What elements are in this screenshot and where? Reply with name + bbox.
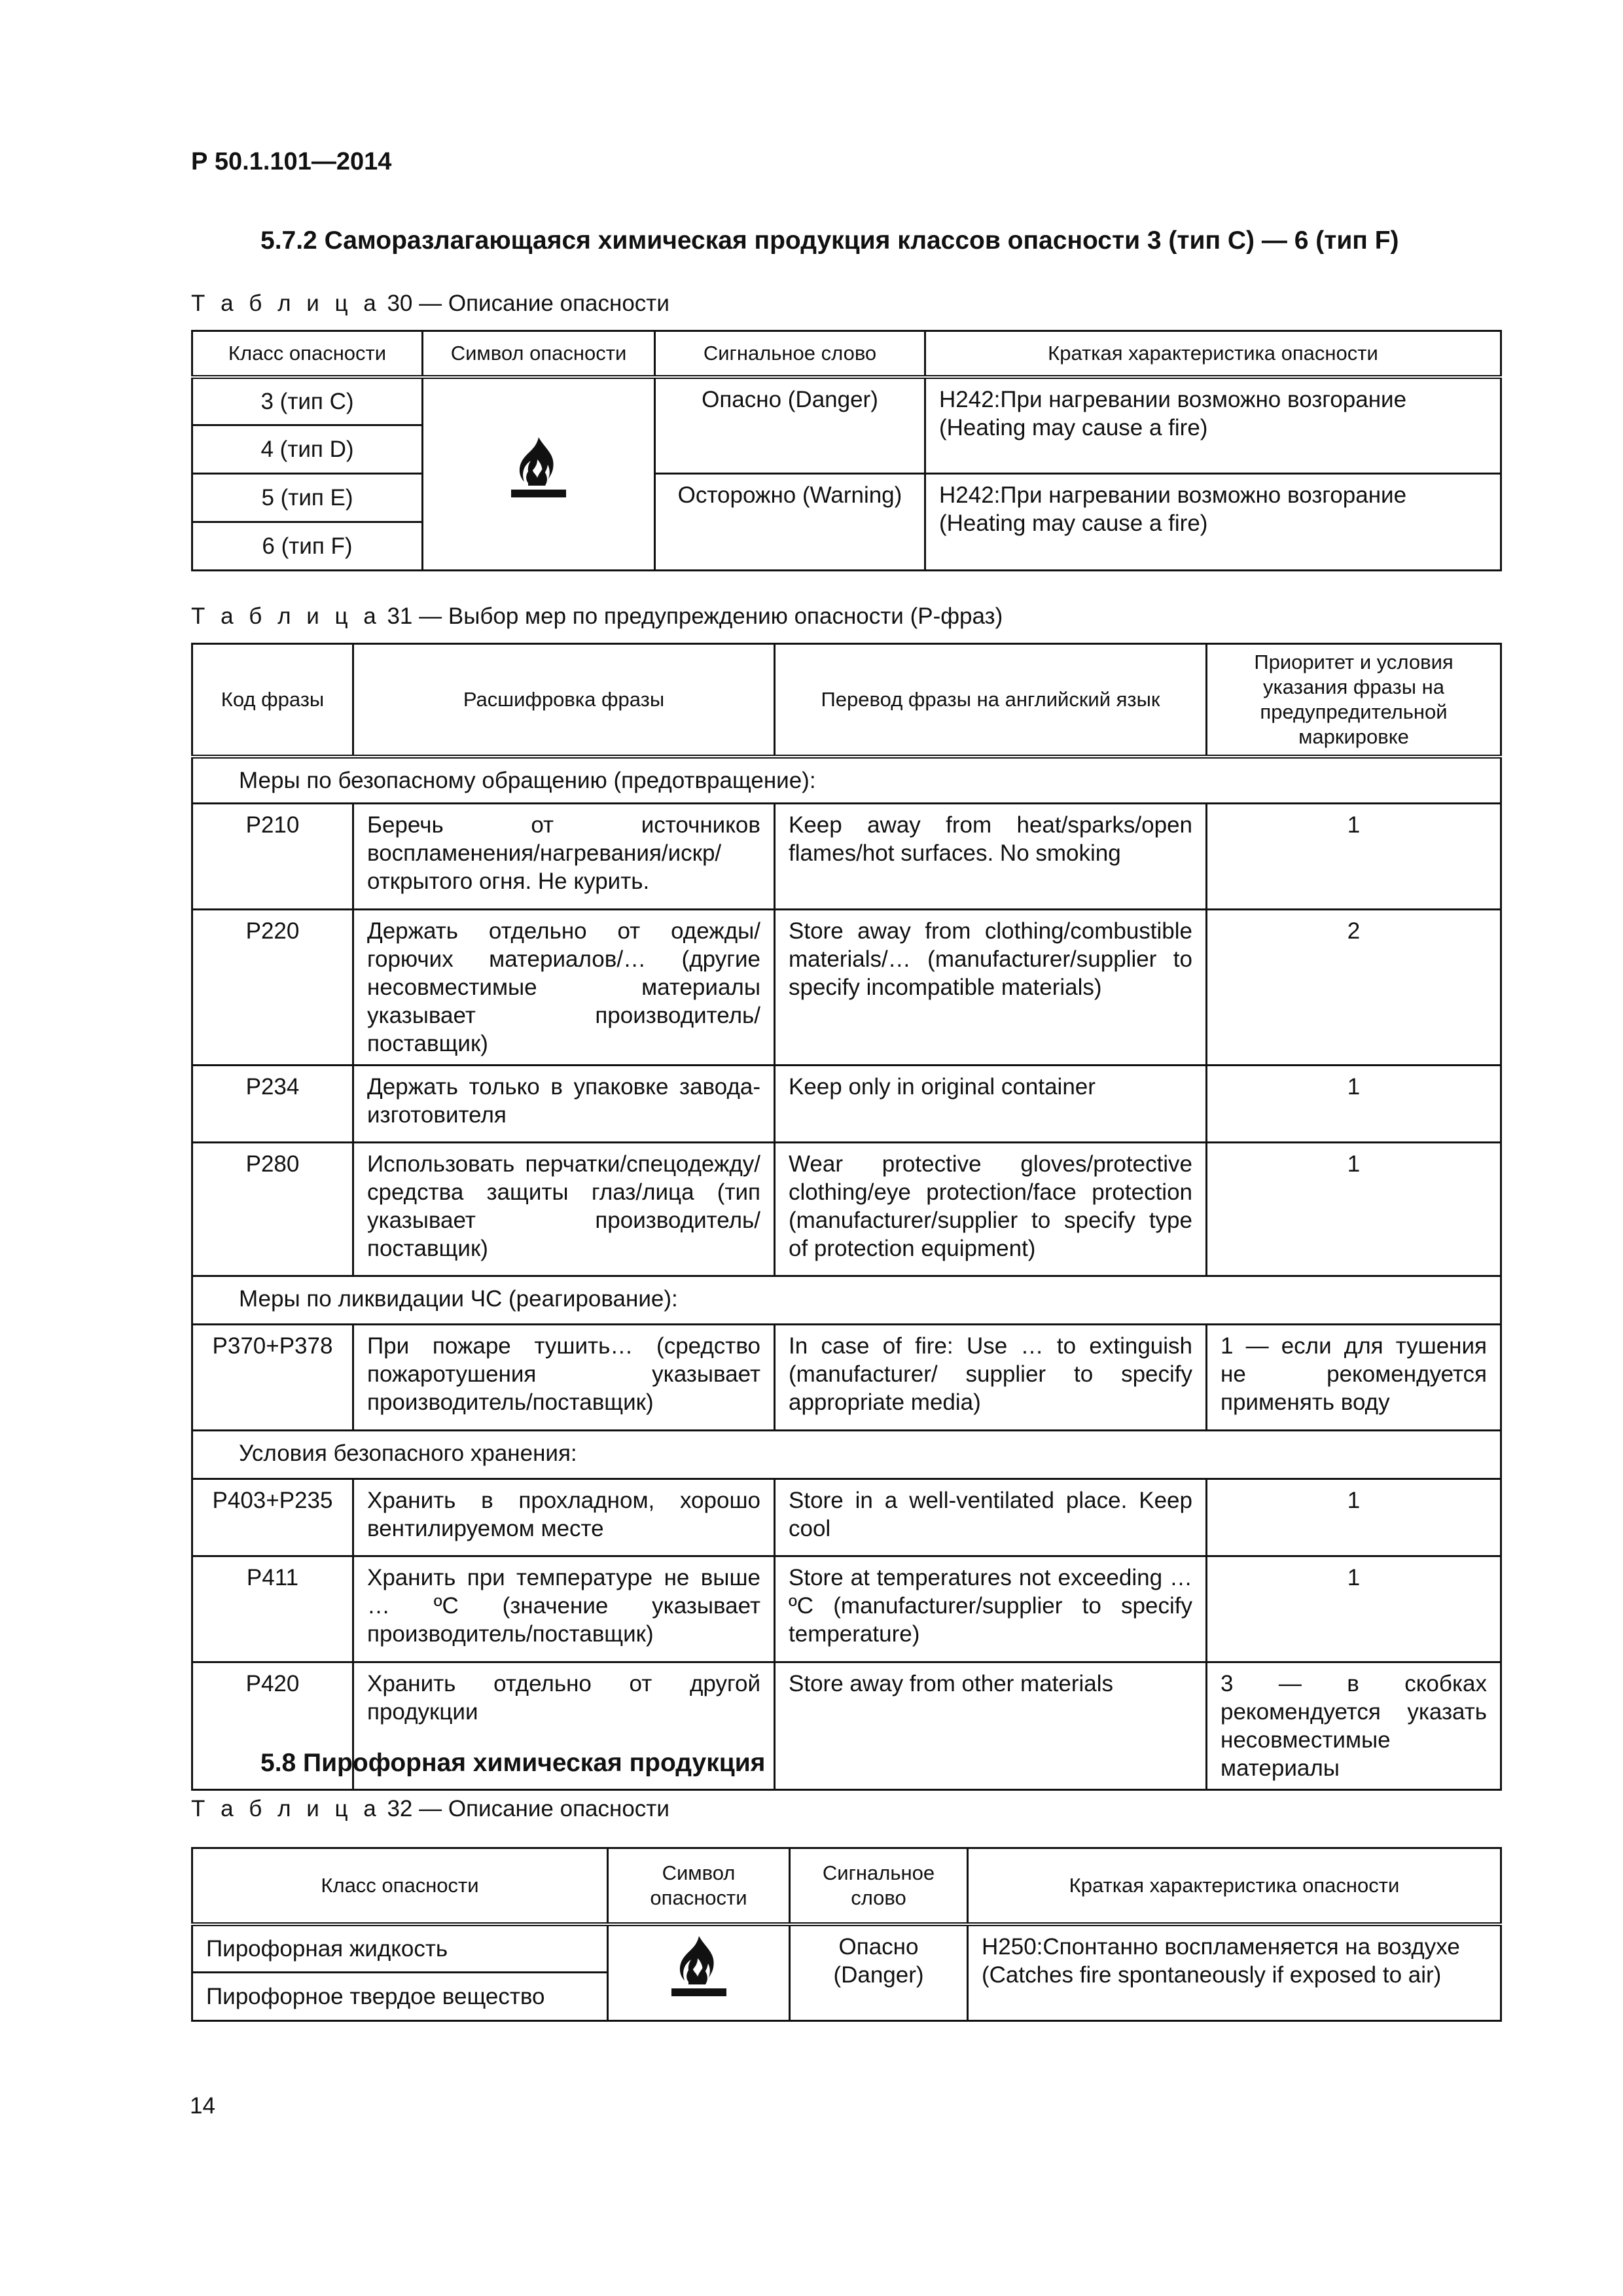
priority-cell: 2 [1207,910,1501,1066]
header-english-translation: Перевод фразы на английский язык [775,644,1207,757]
table-row [192,377,1501,425]
signal-word-cell: Опасно (Danger) [790,1924,968,2021]
phrase-ru-cell: Держать отдельно от одежды/горючих материалов/… (другие несовместимые материалы указывает производитель/поставщик) [353,910,775,1066]
hazard-class-cell: 5 (тип E) [192,474,423,522]
group-response-label: Меры по ликвидации ЧС (реагирование): [192,1276,1501,1325]
signal-word-cell: Опасно (Danger) [655,377,925,474]
phrase-en-cell: Keep only in original container [775,1066,1207,1143]
table-row [192,1479,1501,1556]
table-31-header-row [192,644,1501,757]
table-row [192,474,1501,522]
caption-word: Т а б л и ц а [191,1796,381,1821]
header-hazard-description: Краткая характеристика опасности [968,1848,1501,1924]
table-32-caption [191,1796,669,1822]
table-row [192,910,1501,1066]
priority-cell: 1 [1207,1066,1501,1143]
hazard-class-cell: 3 (тип С) [192,377,423,425]
phrase-code-cell: P411 [192,1556,353,1662]
header-hazard-class: Класс опасности [192,1848,608,1924]
phrase-ru-cell: Хранить отдельно от другой продукции [353,1662,775,1790]
table-30-caption [191,291,669,317]
phrase-en-cell: Store in a well-ventilated place. Keep cool [775,1479,1207,1556]
phrase-code-cell: P280 [192,1143,353,1276]
document-code: Р 50.1.101—2014 [191,148,392,175]
header-signal-word: Сигнальное слово [655,331,925,377]
table-row [192,804,1501,910]
phrase-ru-cell: Использовать перчатки/спецодежду/средства защиты глаз/лица (тип указывает производитель/поставщик) [353,1143,775,1276]
table-row [192,1066,1501,1143]
phrase-en-cell: In case of fire: Use … to extinguish (manufacturer/ supplier to specify appropriate media) [775,1325,1207,1431]
table-row [192,1325,1501,1431]
header-priority: Приоритет и условия указания фразы на предупредительной маркировке [1207,644,1501,757]
section-5-7-2-title: 5.7.2 Саморазлагающаяся химическая продукция классов опасности 3 (тип С) — 6 (тип F) [260,226,1399,255]
flame-icon [507,435,570,507]
group-prevention-label: Меры по безопасному обращению (предотвращение): [192,757,1501,804]
group-row [192,1276,1501,1325]
signal-word-cell: Осторожно (Warning) [655,474,925,571]
table-row [192,1924,1501,1973]
header-hazard-class: Класс опасности [192,331,423,377]
section-5-8-title: 5.8 Пирофорная химическая продукция [260,1749,766,1777]
header-signal-word: Сигнальное слово [790,1848,968,1924]
hazard-class-cell: 6 (тип F) [192,522,423,571]
priority-cell: 1 [1207,1479,1501,1556]
phrase-code-cell: P370+P378 [192,1325,353,1431]
hazard-class-cell: 4 (тип D) [192,425,423,474]
phrase-en-cell: Store at temperatures not exceeding …ºC (manufacturer/supplier to specify temperature) [775,1556,1207,1662]
priority-cell: 1 — если для тушения не рекомендуется применять воду [1207,1325,1501,1431]
phrase-ru-cell: Держать только в упаковке завода-изготовителя [353,1066,775,1143]
hazard-symbol-cell [608,1924,790,2021]
flame-icon [668,1933,730,2005]
phrase-code-cell: P420 [192,1662,353,1790]
header-phrase-code: Код фразы [192,644,353,757]
phrase-en-cell: Store away from clothing/combustible materials/… (manufacturer/supplier to specify incompatible materials) [775,910,1207,1066]
phrase-code-cell: P220 [192,910,353,1066]
group-row [192,757,1501,804]
priority-cell: 1 [1207,1556,1501,1662]
phrase-en-cell: Store away from other materials [775,1662,1207,1790]
phrase-en-cell: Wear protective gloves/protective clothing/eye protection/face protection (manufacturer/supplier to specify type of protection equipment) [775,1143,1207,1276]
caption-word: Т а б л и ц а [191,291,381,316]
header-phrase-text: Расшифровка фразы [353,644,775,757]
phrase-code-cell: P403+P235 [192,1479,353,1556]
caption-word: Т а б л и ц а [191,603,381,629]
header-hazard-symbol: Символ опасности [423,331,655,377]
hazard-statement-cell: H250:Спонтанно воспламеняется на воздухе (Catches fire spontaneously if exposed to air) [968,1924,1501,2021]
priority-cell: 1 [1207,804,1501,910]
group-storage-label: Условия безопасного хранения: [192,1431,1501,1479]
phrase-en-cell: Keep away from heat/sparks/open flames/hot surfaces. No smoking [775,804,1207,910]
table-row [192,1143,1501,1276]
table-32-header-row [192,1848,1501,1924]
table-31-caption [191,603,1003,630]
hazard-statement-cell: H242:При нагревании возможно возгорание (Heating may cause a fire) [925,474,1501,571]
header-hazard-description: Краткая характеристика опасности [925,331,1501,377]
table-31 [191,643,1502,1791]
caption-text: 32 — Описание опасности [387,1796,669,1821]
phrase-ru-cell: Хранить при температуре не выше … ºС (значение указывает производитель/поставщик) [353,1556,775,1662]
group-row [192,1431,1501,1479]
priority-cell: 1 [1207,1143,1501,1276]
header-hazard-symbol: Символ опасности [608,1848,790,1924]
table-row [192,1556,1501,1662]
phrase-ru-cell: При пожаре тушить… (средство пожаротушения указывает производитель/поставщик) [353,1325,775,1431]
page-number: 14 [190,2093,215,2119]
phrase-ru-cell: Беречь от источников воспламенения/нагревания/искр/открытого огня. Не курить. [353,804,775,910]
priority-cell: 3 — в скобках рекомендуется указать несовместимые материалы [1207,1662,1501,1790]
hazard-symbol-cell [423,377,655,571]
caption-text: 30 — Описание опасности [387,291,669,316]
phrase-ru-cell: Хранить в прохладном, хорошо вентилируемом месте [353,1479,775,1556]
hazard-class-cell: Пирофорная жидкость [192,1924,608,1973]
table-32 [191,1847,1502,2022]
phrase-code-cell: P234 [192,1066,353,1143]
hazard-statement-cell: H242:При нагревании возможно возгорание (Heating may cause a fire) [925,377,1501,474]
table-30-header-row [192,331,1501,377]
phrase-code-cell: P210 [192,804,353,910]
table-30 [191,330,1502,571]
caption-text: 31 — Выбор мер по предупреждению опасности (Р-фраз) [387,603,1003,629]
hazard-class-cell: Пирофорное твердое вещество [192,1973,608,2021]
